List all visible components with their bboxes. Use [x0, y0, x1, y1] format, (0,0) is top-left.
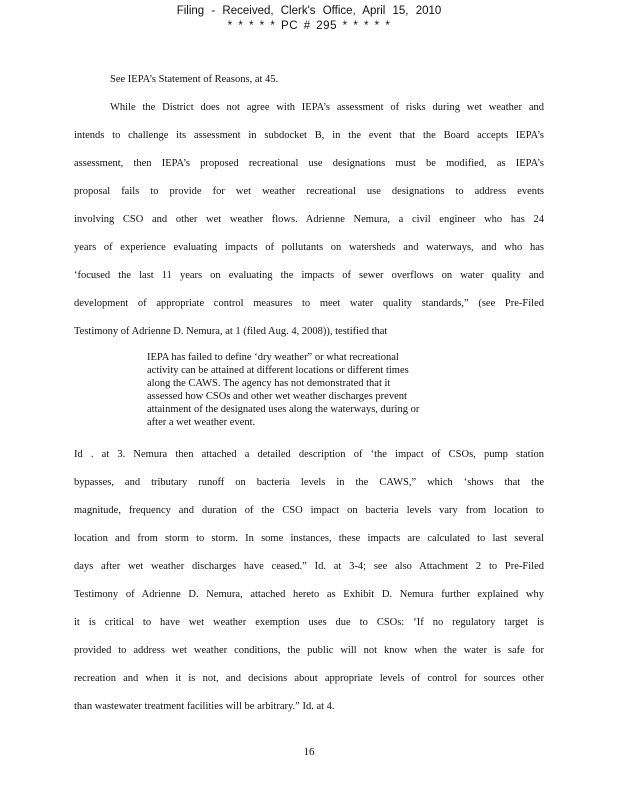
body-line: intends to challenge its assessment in subdocket B, in the event that the Board accepts IEPA’s — [74, 130, 544, 141]
body-line: provided to address wet weather conditions, the public will not know when the water is safe for — [74, 645, 544, 656]
body-line: Testimony of Adrienne D. Nemura, attached hereto as Exhibit D. Nemura further explained why — [74, 589, 544, 600]
body-line: years of experience evaluating impacts of pollutants on watersheds and waterways, and who has — [74, 242, 544, 253]
body-line: While the District does not agree with IEPA’s assessment of risks during wet weather and — [110, 102, 544, 113]
page-number: 16 — [303, 746, 315, 758]
body-line: it is critical to have wet weather exemption uses due to CSOs: ‘If no regulatory target is — [74, 617, 544, 628]
body-line: proposal fails to provide for wet weather recreational use designations to address events — [74, 186, 544, 197]
body-line: involving CSO and other wet weather flows. Adrienne Nemura, a civil engineer who has 24 — [74, 214, 544, 225]
block-quote-line: activity can be attained at different locations or different times — [147, 365, 409, 376]
block-quote-line: IEPA has failed to define ‘dry weather” or what recreational — [147, 352, 399, 363]
filing-stamp-line: Filing - Received, Clerk's Office, April 15, 2010 — [176, 5, 442, 17]
body-line: recreation and when it is not, and decisions about appropriate levels of control for sources other — [74, 673, 544, 684]
body-line: development of appropriate control measures to meet water quality standards,” (see Pre-Filed — [74, 298, 544, 309]
body-line: location and from storm to storm. In some instances, these impacts are calculated to last several — [74, 533, 544, 544]
block-quote-line: along the CAWS. The agency has not demonstrated that it — [147, 378, 391, 389]
body-line: bypasses, and tributary runoff on bacteria levels in the CAWS,” which ‘shows that the — [74, 477, 544, 488]
block-quote-line: after a wet weather event. — [147, 417, 256, 428]
body-line: Id . at 3. Nemura then attached a detailed description of ‘the impact of CSOs, pump station — [74, 449, 544, 460]
public-comment-number: * * * * * PC # 295 * * * * * — [227, 20, 391, 32]
body-line: than wastewater treatment facilities will be arbitrary.” Id. at 4. — [74, 701, 335, 712]
body-line: ‘focused the last 11 years on evaluating the impacts of sewer overflows on water quality and — [74, 270, 544, 281]
block-quote-line: assessed how CSOs and other wet weather discharges prevent — [147, 391, 407, 402]
body-line: magnitude, frequency and duration of the CSO impact on bacteria levels vary from location to — [74, 505, 544, 516]
body-line: days after wet weather discharges have ceased.” Id. at 3-4; see also Attachment 2 to Pre-Filed — [74, 561, 544, 572]
citation-line: See IEPA’s Statement of Reasons, at 45. — [110, 74, 279, 85]
block-quote-line: attainment of the designated uses along the waterways, during or — [147, 404, 420, 415]
body-line: assessment, then IEPA’s proposed recreational use designations must be modified, as IEPA’s — [74, 158, 544, 169]
body-line: Testimony of Adrienne D. Nemura, at 1 (filed Aug. 4, 2008)), testified that — [74, 326, 388, 337]
